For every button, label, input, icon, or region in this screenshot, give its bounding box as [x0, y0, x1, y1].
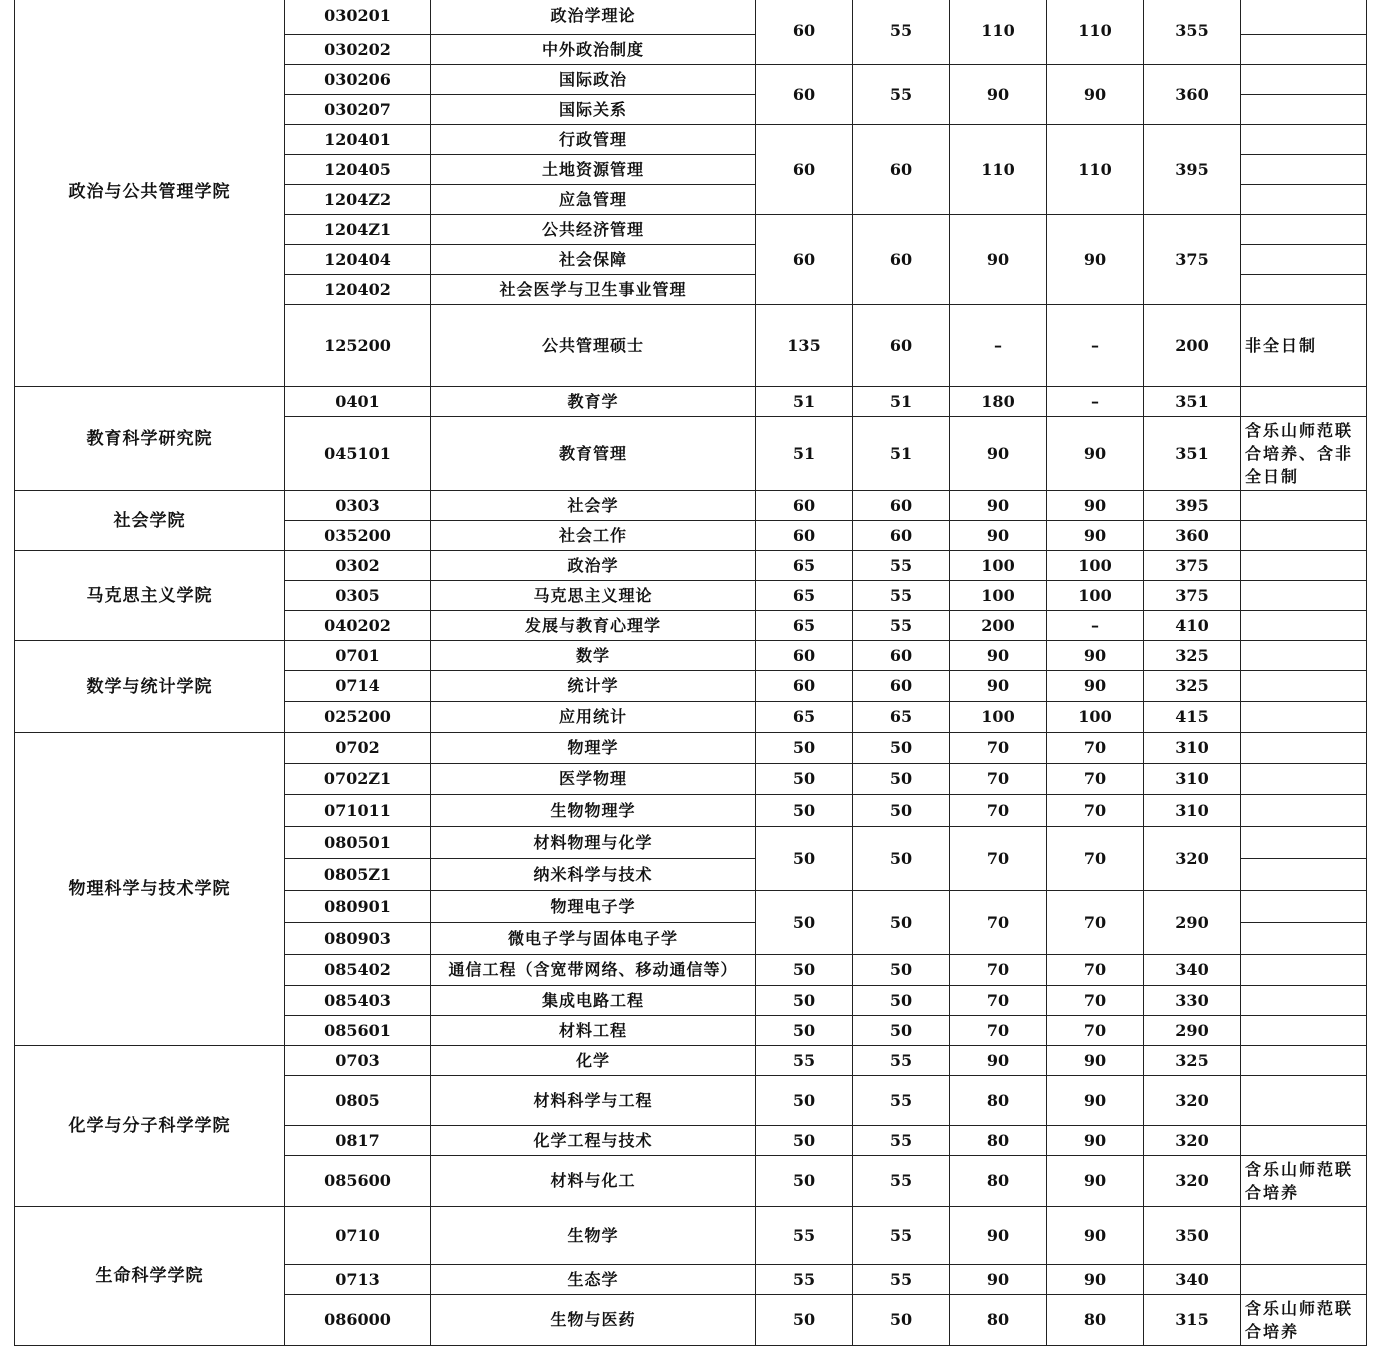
remark	[1241, 795, 1367, 827]
remark	[1241, 1046, 1367, 1076]
politics-score: 50	[756, 955, 853, 986]
major-code: 030201	[285, 0, 431, 35]
major-code: 0805	[285, 1076, 431, 1126]
major-code: 080501	[285, 827, 431, 859]
subject2-score: 90	[1047, 1076, 1144, 1126]
politics-score: 50	[756, 1016, 853, 1046]
remark	[1241, 125, 1367, 155]
remark	[1241, 702, 1367, 733]
subject2-score: 90	[1047, 521, 1144, 551]
major-name: 应用统计	[431, 702, 756, 733]
total-score: 375	[1144, 551, 1241, 581]
foreign-language-score: 55	[853, 65, 950, 125]
politics-score: 60	[756, 671, 853, 702]
subject2-score: 90	[1047, 671, 1144, 702]
subject1-score: 90	[950, 65, 1047, 125]
total-score: 325	[1144, 1046, 1241, 1076]
remark	[1241, 275, 1367, 305]
total-score: 320	[1144, 1076, 1241, 1126]
total-score: 410	[1144, 611, 1241, 641]
foreign-language-score: 50	[853, 955, 950, 986]
subject2-score: 90	[1047, 641, 1144, 671]
total-score: 325	[1144, 671, 1241, 702]
subject1-score: 90	[950, 491, 1047, 521]
subject2-score: 90	[1047, 417, 1144, 491]
total-score: 415	[1144, 702, 1241, 733]
total-score: 320	[1144, 1156, 1241, 1207]
total-score: 310	[1144, 764, 1241, 795]
remark	[1241, 1076, 1367, 1126]
remark	[1241, 185, 1367, 215]
total-score: 360	[1144, 521, 1241, 551]
foreign-language-score: 55	[853, 1265, 950, 1295]
major-code: 0701	[285, 641, 431, 671]
politics-score: 60	[756, 0, 853, 65]
subject2-score: 70	[1047, 1016, 1144, 1046]
subject1-score: 80	[950, 1156, 1047, 1207]
foreign-language-score: 60	[853, 215, 950, 305]
subject2-score: 110	[1047, 125, 1144, 215]
foreign-language-score: 55	[853, 1207, 950, 1265]
total-score: 200	[1144, 305, 1241, 387]
major-code: 0305	[285, 581, 431, 611]
foreign-language-score: 55	[853, 1046, 950, 1076]
department-name: 马克思主义学院	[15, 551, 285, 641]
major-code: 0303	[285, 491, 431, 521]
remark: 含乐山师范联合培养	[1241, 1295, 1367, 1346]
major-code: 035200	[285, 521, 431, 551]
major-code: 071011	[285, 795, 431, 827]
subject1-score: 90	[950, 521, 1047, 551]
subject1-score: 100	[950, 702, 1047, 733]
politics-score: 60	[756, 125, 853, 215]
table-row	[15, 387, 1367, 417]
major-name: 通信工程（含宽带网络、移动通信等）	[431, 955, 756, 986]
politics-score: 65	[756, 551, 853, 581]
major-name: 马克思主义理论	[431, 581, 756, 611]
remark	[1241, 551, 1367, 581]
major-name: 数学	[431, 641, 756, 671]
table-row	[15, 0, 1367, 35]
total-score: 395	[1144, 491, 1241, 521]
major-code: 0302	[285, 551, 431, 581]
foreign-language-score: 50	[853, 795, 950, 827]
politics-score: 50	[756, 1076, 853, 1126]
total-score: 315	[1144, 1295, 1241, 1346]
politics-score: 50	[756, 1295, 853, 1346]
remark	[1241, 387, 1367, 417]
major-name: 生物学	[431, 1207, 756, 1265]
major-code: 0805Z1	[285, 859, 431, 891]
subject1-score: 80	[950, 1076, 1047, 1126]
subject2-score: 100	[1047, 702, 1144, 733]
major-name: 微电子学与固体电子学	[431, 923, 756, 955]
score-table	[14, 0, 1367, 1346]
politics-score: 60	[756, 215, 853, 305]
subject2-score: 90	[1047, 1126, 1144, 1156]
major-code: 080903	[285, 923, 431, 955]
politics-score: 60	[756, 641, 853, 671]
subject1-score: 90	[950, 417, 1047, 491]
politics-score: 55	[756, 1046, 853, 1076]
subject1-score: 70	[950, 795, 1047, 827]
foreign-language-score: 55	[853, 0, 950, 65]
major-name: 医学物理	[431, 764, 756, 795]
major-code: 1204Z2	[285, 185, 431, 215]
major-name: 集成电路工程	[431, 986, 756, 1016]
politics-score: 50	[756, 764, 853, 795]
major-code: 086000	[285, 1295, 431, 1346]
major-name: 政治学理论	[431, 0, 756, 35]
major-name: 社会工作	[431, 521, 756, 551]
foreign-language-score: 55	[853, 1156, 950, 1207]
subject1-score: 90	[950, 215, 1047, 305]
total-score: 325	[1144, 641, 1241, 671]
major-code: 080901	[285, 891, 431, 923]
remark	[1241, 245, 1367, 275]
foreign-language-score: 60	[853, 641, 950, 671]
department-name: 数学与统计学院	[15, 641, 285, 733]
subject2-score: 90	[1047, 1046, 1144, 1076]
politics-score: 51	[756, 387, 853, 417]
major-code: 0817	[285, 1126, 431, 1156]
major-name: 纳米科学与技术	[431, 859, 756, 891]
major-name: 国际政治	[431, 65, 756, 95]
major-name: 公共经济管理	[431, 215, 756, 245]
foreign-language-score: 55	[853, 611, 950, 641]
total-score: 340	[1144, 1265, 1241, 1295]
remark	[1241, 827, 1367, 859]
major-name: 材料物理与化学	[431, 827, 756, 859]
table-row	[15, 641, 1367, 671]
foreign-language-score: 55	[853, 1126, 950, 1156]
major-code: 040202	[285, 611, 431, 641]
major-code: 1204Z1	[285, 215, 431, 245]
subject2-score: –	[1047, 611, 1144, 641]
major-name: 材料工程	[431, 1016, 756, 1046]
remark	[1241, 95, 1367, 125]
total-score: 355	[1144, 0, 1241, 65]
remark: 含乐山师范联合培养、含非全日制	[1241, 417, 1367, 491]
total-score: 375	[1144, 215, 1241, 305]
major-name: 化学工程与技术	[431, 1126, 756, 1156]
subject2-score: 110	[1047, 0, 1144, 65]
subject1-score: 90	[950, 1265, 1047, 1295]
total-score: 340	[1144, 955, 1241, 986]
subject1-score: 110	[950, 0, 1047, 65]
major-name: 教育学	[431, 387, 756, 417]
subject2-score: 90	[1047, 215, 1144, 305]
politics-score: 60	[756, 521, 853, 551]
remark	[1241, 521, 1367, 551]
remark	[1241, 859, 1367, 891]
major-name: 生态学	[431, 1265, 756, 1295]
major-name: 生物物理学	[431, 795, 756, 827]
table-row	[15, 1046, 1367, 1076]
remark	[1241, 215, 1367, 245]
total-score: 350	[1144, 1207, 1241, 1265]
subject1-score: 70	[950, 1016, 1047, 1046]
foreign-language-score: 51	[853, 417, 950, 491]
remark: 含乐山师范联合培养	[1241, 1156, 1367, 1207]
total-score: 351	[1144, 417, 1241, 491]
remark	[1241, 1126, 1367, 1156]
major-code: 0713	[285, 1265, 431, 1295]
subject2-score: 70	[1047, 795, 1144, 827]
subject2-score: 70	[1047, 955, 1144, 986]
major-name: 物理学	[431, 733, 756, 764]
major-code: 085403	[285, 986, 431, 1016]
remark	[1241, 491, 1367, 521]
remark	[1241, 891, 1367, 923]
foreign-language-score: 50	[853, 827, 950, 891]
total-score: 310	[1144, 733, 1241, 764]
subject1-score: 80	[950, 1295, 1047, 1346]
major-code: 120402	[285, 275, 431, 305]
foreign-language-score: 55	[853, 551, 950, 581]
subject1-score: 70	[950, 733, 1047, 764]
major-code: 0714	[285, 671, 431, 702]
major-code: 0401	[285, 387, 431, 417]
total-score: 290	[1144, 1016, 1241, 1046]
foreign-language-score: 65	[853, 702, 950, 733]
department-name: 教育科学研究院	[15, 387, 285, 491]
politics-score: 50	[756, 1156, 853, 1207]
major-code: 125200	[285, 305, 431, 387]
table-row	[15, 491, 1367, 521]
politics-score: 55	[756, 1265, 853, 1295]
politics-score: 50	[756, 1126, 853, 1156]
subject1-score: 90	[950, 671, 1047, 702]
department-name: 生命科学学院	[15, 1207, 285, 1346]
foreign-language-score: 60	[853, 125, 950, 215]
subject2-score: 90	[1047, 1207, 1144, 1265]
politics-score: 60	[756, 65, 853, 125]
department-name: 政治与公共管理学院	[15, 0, 285, 387]
subject2-score: 90	[1047, 491, 1144, 521]
department-name: 物理科学与技术学院	[15, 733, 285, 1046]
foreign-language-score: 50	[853, 891, 950, 955]
foreign-language-score: 60	[853, 671, 950, 702]
remark	[1241, 733, 1367, 764]
subject1-score: 110	[950, 125, 1047, 215]
politics-score: 50	[756, 986, 853, 1016]
major-code: 085402	[285, 955, 431, 986]
politics-score: 51	[756, 417, 853, 491]
major-name: 土地资源管理	[431, 155, 756, 185]
subject2-score: –	[1047, 305, 1144, 387]
foreign-language-score: 60	[853, 491, 950, 521]
subject1-score: 200	[950, 611, 1047, 641]
major-name: 社会医学与卫生事业管理	[431, 275, 756, 305]
major-name: 材料与化工	[431, 1156, 756, 1207]
politics-score: 65	[756, 702, 853, 733]
subject2-score: 90	[1047, 1156, 1144, 1207]
total-score: 395	[1144, 125, 1241, 215]
remark	[1241, 671, 1367, 702]
remark	[1241, 35, 1367, 65]
foreign-language-score: 50	[853, 1295, 950, 1346]
subject1-score: 90	[950, 641, 1047, 671]
total-score: 375	[1144, 581, 1241, 611]
major-name: 化学	[431, 1046, 756, 1076]
major-name: 中外政治制度	[431, 35, 756, 65]
remark	[1241, 641, 1367, 671]
politics-score: 135	[756, 305, 853, 387]
table-row	[15, 551, 1367, 581]
foreign-language-score: 50	[853, 986, 950, 1016]
major-name: 材料科学与工程	[431, 1076, 756, 1126]
subject1-score: 80	[950, 1126, 1047, 1156]
subject1-score: 70	[950, 764, 1047, 795]
remark	[1241, 1265, 1367, 1295]
table-row	[15, 733, 1367, 764]
subject2-score: 100	[1047, 551, 1144, 581]
subject2-score: 90	[1047, 1265, 1144, 1295]
politics-score: 60	[756, 491, 853, 521]
subject1-score: 70	[950, 827, 1047, 891]
major-name: 社会学	[431, 491, 756, 521]
major-name: 国际关系	[431, 95, 756, 125]
remark	[1241, 0, 1367, 35]
foreign-language-score: 51	[853, 387, 950, 417]
subject1-score: 90	[950, 1207, 1047, 1265]
major-code: 030202	[285, 35, 431, 65]
subject2-score: 80	[1047, 1295, 1144, 1346]
major-code: 0710	[285, 1207, 431, 1265]
subject1-score: 70	[950, 986, 1047, 1016]
major-code: 085600	[285, 1156, 431, 1207]
major-code: 0703	[285, 1046, 431, 1076]
foreign-language-score: 55	[853, 1076, 950, 1126]
total-score: 330	[1144, 986, 1241, 1016]
foreign-language-score: 60	[853, 305, 950, 387]
total-score: 320	[1144, 827, 1241, 891]
total-score: 360	[1144, 65, 1241, 125]
major-name: 政治学	[431, 551, 756, 581]
subject1-score: 70	[950, 955, 1047, 986]
remark	[1241, 155, 1367, 185]
major-code: 025200	[285, 702, 431, 733]
major-name: 发展与教育心理学	[431, 611, 756, 641]
subject1-score: 100	[950, 551, 1047, 581]
politics-score: 50	[756, 733, 853, 764]
subject1-score: 90	[950, 1046, 1047, 1076]
major-code: 045101	[285, 417, 431, 491]
major-name: 统计学	[431, 671, 756, 702]
politics-score: 65	[756, 581, 853, 611]
subject2-score: 70	[1047, 891, 1144, 955]
subject2-score: 70	[1047, 827, 1144, 891]
subject2-score: 100	[1047, 581, 1144, 611]
total-score: 310	[1144, 795, 1241, 827]
major-name: 教育管理	[431, 417, 756, 491]
major-name: 行政管理	[431, 125, 756, 155]
foreign-language-score: 50	[853, 733, 950, 764]
subject2-score: –	[1047, 387, 1144, 417]
major-code: 120404	[285, 245, 431, 275]
remark	[1241, 955, 1367, 986]
politics-score: 65	[756, 611, 853, 641]
remark	[1241, 986, 1367, 1016]
subject1-score: 100	[950, 581, 1047, 611]
subject1-score: 70	[950, 891, 1047, 955]
foreign-language-score: 60	[853, 521, 950, 551]
total-score: 351	[1144, 387, 1241, 417]
major-name: 应急管理	[431, 185, 756, 215]
total-score: 320	[1144, 1126, 1241, 1156]
remark	[1241, 611, 1367, 641]
subject1-score: 180	[950, 387, 1047, 417]
foreign-language-score: 50	[853, 764, 950, 795]
department-name: 化学与分子科学学院	[15, 1046, 285, 1207]
remark: 非全日制	[1241, 305, 1367, 387]
remark	[1241, 65, 1367, 95]
politics-score: 50	[756, 827, 853, 891]
subject2-score: 70	[1047, 733, 1144, 764]
department-name: 社会学院	[15, 491, 285, 551]
subject2-score: 90	[1047, 65, 1144, 125]
remark	[1241, 923, 1367, 955]
major-name: 生物与医药	[431, 1295, 756, 1346]
politics-score: 55	[756, 1207, 853, 1265]
major-name: 社会保障	[431, 245, 756, 275]
major-code: 120401	[285, 125, 431, 155]
subject2-score: 70	[1047, 764, 1144, 795]
remark	[1241, 764, 1367, 795]
politics-score: 50	[756, 795, 853, 827]
major-code: 0702	[285, 733, 431, 764]
remark	[1241, 581, 1367, 611]
major-code: 030207	[285, 95, 431, 125]
foreign-language-score: 55	[853, 581, 950, 611]
foreign-language-score: 50	[853, 1016, 950, 1046]
major-code: 120405	[285, 155, 431, 185]
politics-score: 50	[756, 891, 853, 955]
major-code: 0702Z1	[285, 764, 431, 795]
subject2-score: 70	[1047, 986, 1144, 1016]
major-code: 085601	[285, 1016, 431, 1046]
total-score: 290	[1144, 891, 1241, 955]
subject1-score: –	[950, 305, 1047, 387]
major-name: 公共管理硕士	[431, 305, 756, 387]
remark	[1241, 1016, 1367, 1046]
major-name: 物理电子学	[431, 891, 756, 923]
major-code: 030206	[285, 65, 431, 95]
